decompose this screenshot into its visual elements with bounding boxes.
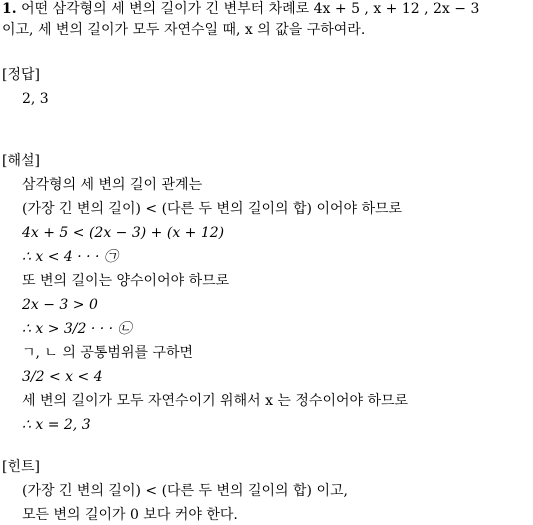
solution-result: ∴ x = 2, 3	[22, 417, 91, 433]
hint-line: (가장 긴 변의 길이) < (다른 두 변의 길이의 합) 이고,	[22, 483, 348, 499]
solution-equation: 4x + 5 < (2x − 3) + (x + 12)	[22, 225, 225, 241]
answer-text: 2, 3	[22, 91, 49, 107]
solution-line: (가장 긴 변의 길이) < (다른 두 변의 길이의 합) 이어야 하므로	[22, 201, 403, 217]
problem-line-2: 이고, 세 변의 길이가 모두 자연수일 때, x 의 값을 구하여라.	[2, 22, 366, 38]
solution-line: 삼각형의 세 변의 길이 관계는	[22, 177, 203, 193]
solution-line: 또 변의 길이는 양수이어야 하므로	[22, 273, 230, 289]
problem-text-1: 어떤 삼각형의 세 변의 길이가 긴 변부터 차례로 4x + 5 , x + 12 , 2x − 3	[21, 1, 480, 17]
solution-line: ∴ x < 4 · · · ㉠	[22, 249, 118, 265]
solution-line: ∴ x > 3/2 · · · ㉡	[22, 321, 132, 337]
solution-line: ㄱ, ㄴ 의 공통범위를 구하면	[22, 345, 194, 361]
solution-equation: 2x − 3 > 0	[22, 297, 98, 313]
hint-heading: [힌트]	[2, 459, 40, 475]
solution-heading: [해설]	[2, 153, 40, 169]
solution-line: 세 변의 길이가 모두 자연수이기 위해서 x 는 정수이어야 하므로	[22, 393, 409, 409]
problem-number: 1.	[2, 1, 17, 17]
hint-line: 모든 변의 길이가 0 보다 커야 한다.	[22, 507, 238, 523]
answer-heading: [정답]	[2, 67, 40, 83]
problem-line-1	[2, 0, 479, 18]
solution-inequality: 3/2 < x < 4	[22, 369, 103, 385]
